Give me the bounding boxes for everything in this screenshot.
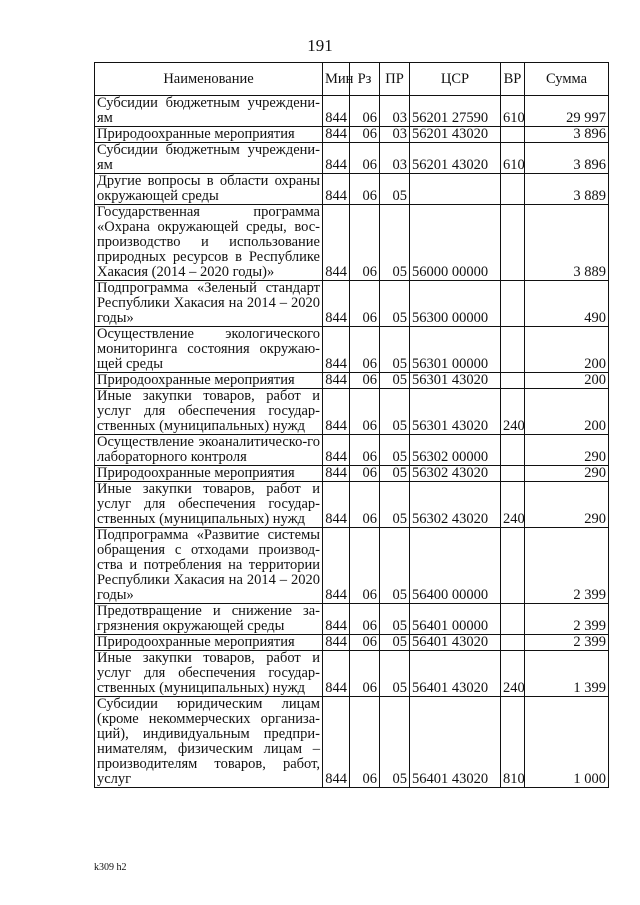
cell-min: 844	[323, 281, 350, 327]
cell-min: 844	[323, 435, 350, 466]
cell-sum: 2 399	[525, 528, 609, 604]
cell-vr	[501, 373, 525, 389]
cell-sum: 290	[525, 435, 609, 466]
cell-pr: 05	[380, 528, 410, 604]
table-row	[95, 435, 609, 466]
cell-vr	[501, 466, 525, 482]
cell-sum: 2 399	[525, 635, 609, 651]
cell-sum: 490	[525, 281, 609, 327]
cell-vr	[501, 205, 525, 281]
cell-sum: 290	[525, 466, 609, 482]
cell-rz: 06	[350, 635, 380, 651]
cell-rz: 06	[350, 143, 380, 174]
cell-vr: 240	[501, 651, 525, 697]
cell-min: 844	[323, 389, 350, 435]
cell-vr: 610	[501, 96, 525, 127]
cell-csr: 56401 43020	[410, 697, 501, 788]
cell-vr	[501, 435, 525, 466]
cell-name: Субсидии бюджетным учреждени-ям	[95, 96, 323, 127]
cell-vr: 240	[501, 389, 525, 435]
cell-name: Другие вопросы в области охраны окружающей среды	[95, 174, 323, 205]
cell-rz: 06	[350, 281, 380, 327]
header-vr: ВР	[501, 63, 525, 96]
table-row	[95, 373, 609, 389]
cell-vr	[501, 327, 525, 373]
cell-name: Иные закупки товаров, работ и услуг для обеспечения государ-ственных (муниципальных) нужд	[95, 482, 323, 528]
cell-name: Иные закупки товаров, работ и услуг для обеспечения государ-ственных (муниципальных) нужд	[95, 389, 323, 435]
table-row	[95, 528, 609, 604]
cell-rz: 06	[350, 482, 380, 528]
table-row	[95, 205, 609, 281]
table-row	[95, 466, 609, 482]
cell-csr: 56301 43020	[410, 389, 501, 435]
cell-csr	[410, 174, 501, 205]
cell-rz: 06	[350, 651, 380, 697]
cell-sum: 3 889	[525, 174, 609, 205]
cell-name: Природоохранные мероприятия	[95, 127, 323, 143]
cell-sum: 3 889	[525, 205, 609, 281]
cell-name: Природоохранные мероприятия	[95, 635, 323, 651]
cell-sum: 200	[525, 327, 609, 373]
cell-csr: 56201 43020	[410, 127, 501, 143]
cell-rz: 06	[350, 435, 380, 466]
cell-rz: 06	[350, 174, 380, 205]
cell-csr: 56401 43020	[410, 651, 501, 697]
cell-pr: 05	[380, 327, 410, 373]
cell-rz: 06	[350, 697, 380, 788]
table-row	[95, 143, 609, 174]
cell-rz: 06	[350, 327, 380, 373]
cell-name: Предотвращение и снижение за-грязнения окружающей среды	[95, 604, 323, 635]
cell-name: Иные закупки товаров, работ и услуг для обеспечения государ-ственных (муниципальных) нужд	[95, 651, 323, 697]
cell-pr: 05	[380, 281, 410, 327]
cell-sum: 200	[525, 389, 609, 435]
cell-rz: 06	[350, 127, 380, 143]
cell-min: 844	[323, 528, 350, 604]
cell-name: Осуществление экологического мониторинга состояния окружаю-щей среды	[95, 327, 323, 373]
cell-pr: 03	[380, 96, 410, 127]
cell-sum: 1 399	[525, 651, 609, 697]
cell-name: Природоохранные мероприятия	[95, 373, 323, 389]
cell-pr: 05	[380, 205, 410, 281]
cell-name: Осуществление экоаналитическо-го лабораторного контроля	[95, 435, 323, 466]
table-row	[95, 96, 609, 127]
table-row	[95, 482, 609, 528]
cell-name: Подпрограмма «Зеленый стандарт Республики Хакасия на 2014 – 2020 годы»	[95, 281, 323, 327]
cell-min: 844	[323, 697, 350, 788]
cell-vr	[501, 528, 525, 604]
cell-min: 844	[323, 604, 350, 635]
header-rz: Рз	[350, 63, 380, 96]
cell-csr: 56300 00000	[410, 281, 501, 327]
cell-min: 844	[323, 651, 350, 697]
table-header-row	[95, 63, 609, 96]
cell-pr: 05	[380, 174, 410, 205]
cell-csr: 56302 43020	[410, 482, 501, 528]
budget-table	[94, 62, 609, 788]
cell-rz: 06	[350, 528, 380, 604]
cell-sum: 2 399	[525, 604, 609, 635]
cell-min: 844	[323, 466, 350, 482]
cell-sum: 200	[525, 373, 609, 389]
header-name: Наименование	[95, 63, 323, 96]
cell-vr	[501, 127, 525, 143]
cell-pr: 05	[380, 697, 410, 788]
cell-sum: 290	[525, 482, 609, 528]
cell-rz: 06	[350, 466, 380, 482]
table-row	[95, 604, 609, 635]
cell-min: 844	[323, 482, 350, 528]
cell-vr: 240	[501, 482, 525, 528]
cell-name: Субсидии юридическим лицам (кроме некоммерческих организа-ций), индивидуальным предпри-нимателям, физическим лицам – производителям товаров, работ, услуг	[95, 697, 323, 788]
cell-min: 844	[323, 205, 350, 281]
cell-csr: 56401 00000	[410, 604, 501, 635]
cell-name: Подпрограмма «Развитие системы обращения с отходами производ-ства и потребления на территории Республики Хакасия на 2014 – 2020 годы»	[95, 528, 323, 604]
table-row	[95, 127, 609, 143]
cell-rz: 06	[350, 96, 380, 127]
cell-name: Субсидии бюджетным учреждени-ям	[95, 143, 323, 174]
cell-csr: 56000 00000	[410, 205, 501, 281]
footer-code: k309 h2	[94, 862, 127, 873]
table-row	[95, 281, 609, 327]
header-sum: Сумма	[525, 63, 609, 96]
cell-csr: 56201 27590	[410, 96, 501, 127]
cell-vr	[501, 604, 525, 635]
page-number: 191	[307, 36, 333, 55]
cell-pr: 05	[380, 635, 410, 651]
cell-rz: 06	[350, 604, 380, 635]
cell-min: 844	[323, 327, 350, 373]
cell-pr: 05	[380, 482, 410, 528]
cell-pr: 03	[380, 143, 410, 174]
table-row	[95, 174, 609, 205]
cell-name: Природоохранные мероприятия	[95, 466, 323, 482]
cell-vr	[501, 174, 525, 205]
header-min: Мин	[323, 63, 350, 96]
cell-pr: 05	[380, 389, 410, 435]
cell-pr: 05	[380, 651, 410, 697]
header-csr: ЦСР	[410, 63, 501, 96]
cell-csr: 56301 00000	[410, 327, 501, 373]
cell-rz: 06	[350, 205, 380, 281]
cell-vr	[501, 281, 525, 327]
cell-name: Государственная программа «Охрана окружающей среды, вос-производство и использование природных ресурсов в Республике Хакасия (2014 – 2020 годы)»	[95, 205, 323, 281]
cell-sum: 29 997	[525, 96, 609, 127]
cell-vr: 610	[501, 143, 525, 174]
header-pr: ПР	[380, 63, 410, 96]
cell-csr: 56301 43020	[410, 373, 501, 389]
cell-min: 844	[323, 373, 350, 389]
cell-min: 844	[323, 174, 350, 205]
table-row	[95, 635, 609, 651]
cell-min: 844	[323, 635, 350, 651]
cell-vr	[501, 635, 525, 651]
table-row	[95, 327, 609, 373]
cell-csr: 56201 43020	[410, 143, 501, 174]
table-body	[95, 96, 609, 788]
table-row	[95, 651, 609, 697]
cell-sum: 3 896	[525, 127, 609, 143]
table-row	[95, 697, 609, 788]
cell-rz: 06	[350, 373, 380, 389]
cell-pr: 03	[380, 127, 410, 143]
cell-csr: 56302 00000	[410, 435, 501, 466]
cell-min: 844	[323, 143, 350, 174]
cell-pr: 05	[380, 373, 410, 389]
cell-min: 844	[323, 127, 350, 143]
cell-pr: 05	[380, 466, 410, 482]
cell-rz: 06	[350, 389, 380, 435]
cell-vr: 810	[501, 697, 525, 788]
cell-csr: 56400 00000	[410, 528, 501, 604]
cell-sum: 3 896	[525, 143, 609, 174]
cell-pr: 05	[380, 435, 410, 466]
cell-pr: 05	[380, 604, 410, 635]
table-row	[95, 389, 609, 435]
cell-csr: 56401 43020	[410, 635, 501, 651]
cell-min: 844	[323, 96, 350, 127]
cell-csr: 56302 43020	[410, 466, 501, 482]
cell-sum: 1 000	[525, 697, 609, 788]
